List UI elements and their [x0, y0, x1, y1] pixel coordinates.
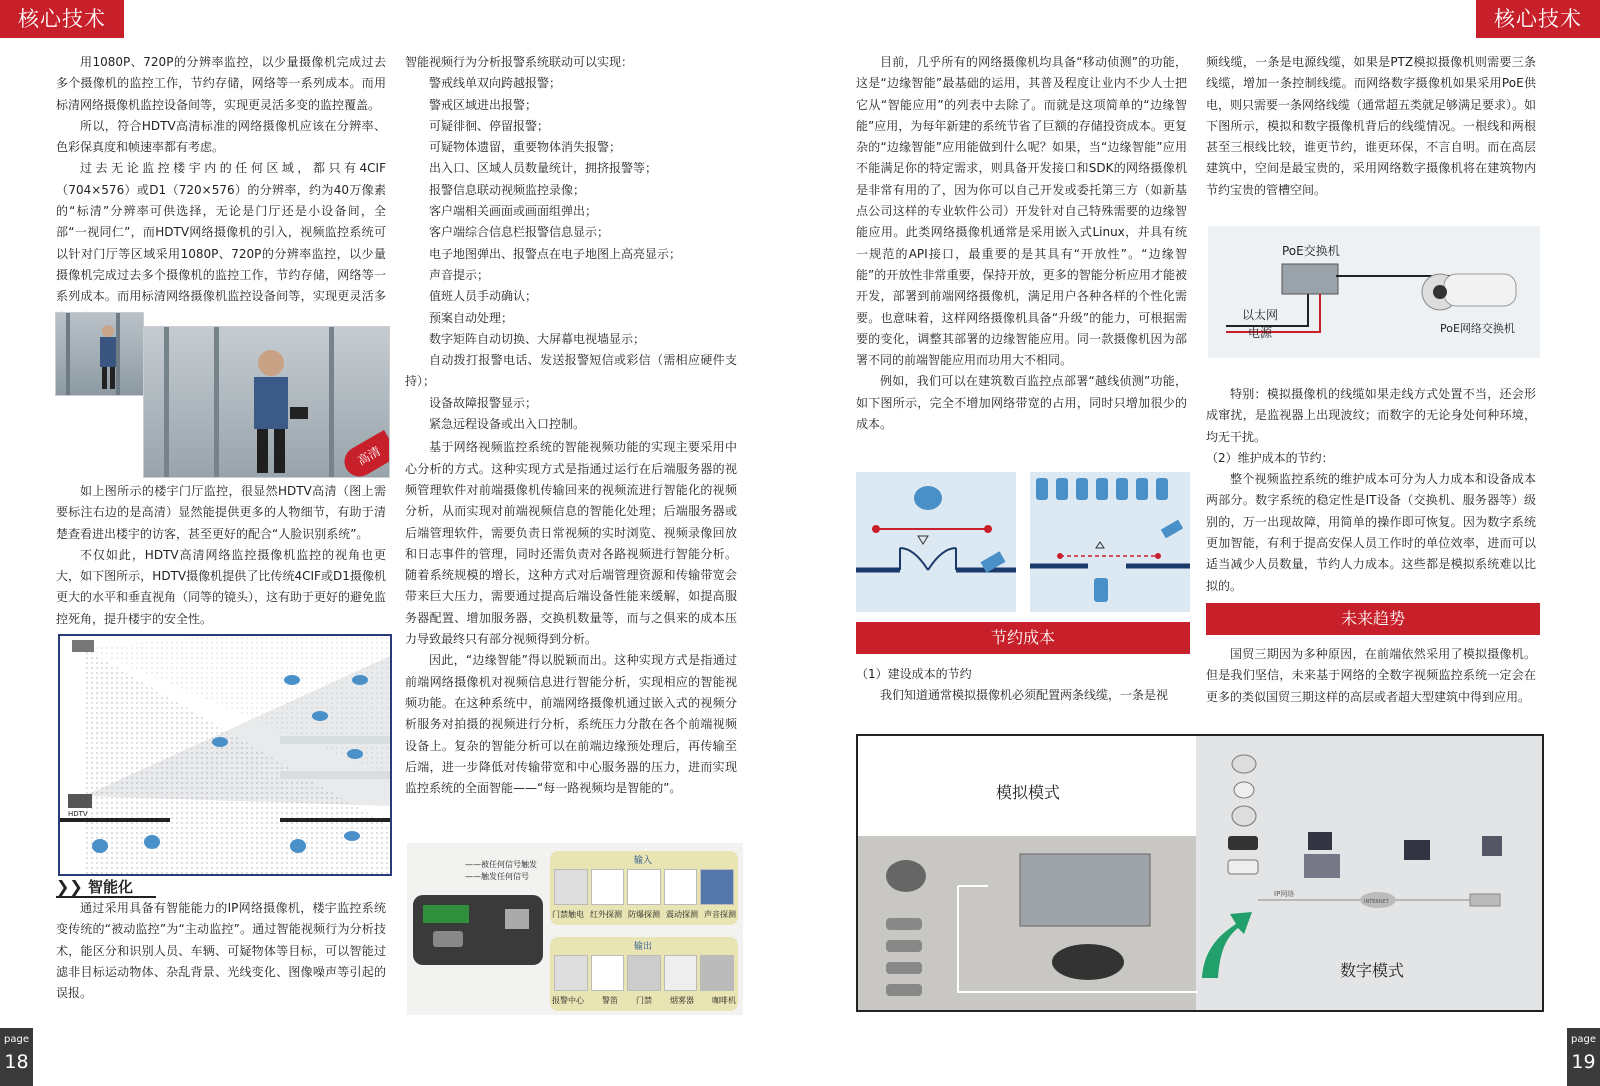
hd-badge: 高清	[339, 430, 390, 478]
section-title: 智能化	[88, 878, 134, 896]
paragraph: 如上图所示的楼宇门厅监控，很显然HDTV高清（图上需要标注右边的是高清）显然能提供更多的人物细节，有助于清楚查看进出楼宇的访客，甚至更好的配合“人脸识别系统”。	[56, 484, 386, 541]
workstation-icon	[1304, 854, 1340, 878]
section-bar-cost-saving: 节约成本	[856, 622, 1190, 654]
column-4-top	[1206, 52, 1536, 201]
person-figure-icon	[56, 313, 143, 395]
vibration-detector-device	[664, 869, 698, 905]
mode-diagram-graphic	[858, 736, 1542, 1010]
input-label: 防爆探测	[628, 910, 660, 919]
line-crossing-diagram-door	[856, 472, 1016, 612]
analog-mode-label: 模拟模式	[996, 783, 1061, 802]
ip-network-label: IP网络	[1274, 890, 1295, 898]
camera-coverage-graphic	[60, 636, 390, 874]
alarm-center-device	[554, 955, 588, 991]
page-number-left	[0, 1028, 33, 1086]
infrared-detector-device	[591, 869, 625, 905]
output-title: 输出	[634, 942, 653, 952]
output-label: 警笛	[602, 996, 618, 1005]
column-4-bottom	[1206, 644, 1536, 708]
subheading: （1）建设成本的节约	[856, 667, 972, 681]
list-item: 紧急远程设备或出入口控制。	[429, 417, 586, 432]
box-camera-icon	[886, 918, 922, 930]
terminal-block	[423, 905, 469, 923]
column-1-mid	[56, 481, 386, 630]
list-item: 警戒区域进出报警；	[429, 97, 538, 112]
list-item: 自动拨打报警电话、发送报警短信或彩信（需相应硬件支持）；	[405, 353, 737, 389]
ip-camera-icon	[1228, 860, 1258, 874]
list-item: 值班人员手动确认；	[429, 289, 538, 304]
list-item: 警戒线单双向跨越报警；	[429, 76, 562, 91]
workstation-icon	[1308, 832, 1332, 850]
column-3-top	[856, 52, 1187, 435]
poe-switch-label: PoE交换机	[1282, 244, 1340, 258]
input-label: 门禁触电	[552, 910, 584, 919]
list-item: 声音提示；	[429, 267, 490, 282]
paragraph: 用1080P、720P的分辨率监控，以少量摄像机完成过去多个摄像机的监控工作，节约存储，网络等一系列成本。而用标清网络摄像机监控设备间等，实现更灵活多变的监控覆盖。	[56, 55, 386, 112]
input-label: 震动探测	[666, 910, 698, 919]
page-word: page	[1571, 1034, 1596, 1045]
paragraph: 国贸三期因为多种原因，在前端依然采用了模拟摄像机。但是我们坚信，未来基于网络的全数字视频监控系统一定会在更多的类似国贸三期这样的高层或者超大型建筑中得到应用。	[1206, 647, 1536, 704]
legend-item: ——触发任何信号	[465, 872, 529, 881]
list-item: 出入口、区域人员数量统计，拥挤报警等；	[429, 161, 658, 176]
section-bar-future-trend: 未来趋势	[1206, 603, 1540, 635]
smoke-device	[664, 955, 698, 991]
paragraph: 频线缆，一条是电源线缆，如果是PTZ模拟摄像机则需要三条线缆，增加一条控制线缆。而网络数字摄像机如果采用PoE供电，则只需要一条网络线缆（通常超五类就足够满足要求）。如下图所示，模拟和数字摄像机背后的线缆情况。一根线和两根甚至三根线比较，谁更节约，谁更环保，不言自明。而在高层建筑中，空间是最宝贵的，采用网络数字摄像机将在建筑物内节约宝贵的管槽空间。	[1206, 55, 1537, 197]
legend-item: ——被任何信号触发	[465, 860, 537, 869]
paragraph: 例如，我们可以在建筑数百监控点部署“越线侦测”功能，如下图所示，完全不增加网络带宽的占用，同时只增加很少的成本。	[856, 374, 1187, 432]
camera-icon	[1161, 520, 1183, 539]
ethernet-port	[505, 909, 529, 929]
paragraph: 我们知道通常模拟摄像机必须配置两条线缆，一条是视	[880, 688, 1169, 703]
paragraph: 所以，符合HDTV高清标准的网络摄像机应该在分辨率、色彩保真度和帧速率都有考虑。	[56, 118, 386, 155]
power-label: 电源	[1248, 326, 1273, 340]
double-chevron-icon: ❯❯	[56, 877, 83, 896]
internet-label: INTERNET	[1364, 899, 1389, 905]
box-camera-icon	[886, 962, 922, 974]
output-label: 门禁	[636, 996, 652, 1005]
camera-back-panel	[413, 895, 543, 965]
paragraph: 特别：模拟摄像机的线缆如果走线方式处置不当，还会形成窜扰，是监视器上出现波纹；而数字的无论身处何种环境，均无干扰。	[1206, 387, 1536, 444]
paragraph: 过去无论监控楼宇内的任何区域，都只有4CIF（704×576）或D1（720×576）的分辨率，约为40万像素的“标清”分辨率可供选择，无论是门厅还是小设备间，全部“一视同仁”，而HDTV网络摄像机的引入，视频监控系统可以针对门厅等区域采用1080P、720P的分辨率监控，以少量摄像机完成过去多个摄像机的监控工作，节约存储，网络等一系列成本。而用标清网络摄像机监控设备间等，实现更灵活多	[56, 161, 386, 304]
box-camera-icon	[886, 940, 922, 952]
alarm-linkage-list	[405, 73, 737, 435]
list-item: 客户端综合信息栏报警信息显示；	[429, 225, 610, 240]
video-wall-icon	[1482, 836, 1502, 856]
input-panel	[550, 851, 738, 925]
monitor-icon	[1404, 840, 1430, 860]
input-labels	[552, 909, 736, 920]
io-alarm-diagram	[407, 843, 743, 1015]
lobby-photo-hd	[143, 326, 390, 478]
list-item: 设备故障报警显示；	[429, 395, 538, 410]
ip-camera-icon	[1228, 836, 1258, 850]
input-label: 红外探测	[590, 910, 622, 919]
line-crossing-diagram-parking	[1030, 472, 1190, 612]
arrow-icon	[1202, 912, 1252, 978]
list-item: 预案自动处理；	[429, 310, 514, 325]
input-label: 声音探测	[704, 910, 736, 919]
section-heading-intelligence	[56, 876, 133, 897]
poe-switch-icon	[1282, 264, 1338, 294]
column-1-bottom	[56, 898, 386, 1004]
page-number-right	[1567, 1028, 1600, 1086]
matrix-rack-icon	[1020, 854, 1150, 926]
dome-camera-icon	[1234, 782, 1254, 798]
column-3-bottom	[856, 664, 1187, 707]
poe-wiring-diagram	[1208, 226, 1540, 358]
person-icon	[914, 486, 942, 510]
right-section-tag: 核心技术	[1476, 0, 1600, 38]
poe-camera-label: PoE网络交换机	[1440, 322, 1515, 335]
list-item: 电子地图弹出、报警点在电子地图上高亮显示；	[429, 246, 682, 261]
dome-camera-icon	[1232, 755, 1256, 773]
siren-device	[591, 955, 625, 991]
analog-digital-mode-diagram	[856, 734, 1544, 1012]
page-word: page	[4, 1034, 29, 1045]
paragraph: 因此，“边缘智能”得以脱颖而出。这种实现方式是指通过前端网络摄像机对视频信息进行智能分析，实现相应的智能视频功能。在这种系统中，前端网络摄像机通过嵌入式的视频分析服务对拍摄的视频进行分析，系统压力分散在各个前端视频设备上。复杂的智能分析可以在前端边缘预处理后，再传输至后端，进一步降低对传输带宽和中心服务器的压力，进而实现监控系统的全面智能——“每一路视频均是智能的”。	[405, 653, 737, 796]
digital-mode-label: 数字模式	[1340, 961, 1405, 980]
paragraph: 基于网络视频监控系统的智能视频功能的实现主要采用中心分析的方式。这种实现方式是指通过运行在后端服务器的视频管理软件对前端摄像机传输回来的视频流进行智能化的视频分析，从而实现对前端视频信息的智能化处理；后端服务器或后端管理软件，需要负责日常视频的实时浏览、视频录像回放和日志事件的管理，同时还需负责对各路视频进行智能分析。随着系统规模的增长，这种方式对后端管理资源和传输带宽会带来巨大压力，需要通过提高后端设备性能来缓解，如提高服务器配置、增加服务器，交换机数量等，而与之俱来的成本压力导致最终只有部分视频得到分析。	[405, 440, 737, 647]
output-labels	[552, 995, 736, 1006]
column-2	[405, 52, 737, 799]
ethernet-label: 以太网	[1242, 308, 1279, 322]
list-intro: 智能视频行为分析报警系统联动可以实现：	[405, 55, 634, 69]
explosion-detector-device	[627, 869, 661, 905]
output-label: 烟雾器	[670, 996, 694, 1005]
coffee-machine-device	[700, 955, 734, 991]
access-contact-device	[554, 869, 588, 905]
lobby-photo-sd	[55, 312, 144, 396]
paragraph: 不仅如此，HDTV高清网络监控摄像机监控的视角也更大，如下图所示，HDTV摄像机提供了比传统4CIF或D1摄像机更大的水平和垂直视角（同等的镜头），这有助于更好的避免监控死角，提升楼宇的安全性。	[56, 547, 387, 626]
list-item: 数字矩阵自动切换、大屏幕电视墙显示；	[429, 331, 646, 346]
list-item: 可疑徘徊、停留报警；	[429, 118, 550, 133]
output-devices	[554, 955, 734, 991]
box-camera-icon	[886, 984, 922, 996]
dvr-device-icon	[1052, 944, 1124, 980]
car-icon	[1094, 578, 1108, 602]
column-4-mid	[1206, 384, 1536, 597]
left-section-tag: 核心技术	[0, 0, 124, 38]
sound-detector-device	[700, 869, 734, 905]
paragraph: 通过采用具备有智能能力的IP网络摄像机，楼宇监控系统变传统的“被动监控”为“主动监控”。通过智能视频行为分析技术，能区分和识别人员、车辆、可疑物体等目标，可以智能过滤非目标运动物体、杂乱背景、光线变化、图像噪声等引起的误报。	[56, 901, 386, 1001]
paragraph: 整个视频监控系统的维护成本可分为人力成本和设备成本两部分。数字系统的稳定性是IT设备（交换机、服务器等）级别的，万一出现故障，用简单的操作即可恢复。因为数字系统更加智能，有利于提高安保人员工作时的单位效率，进而可以适当减少人员数量，节约人力成本。这些都是模拟系统难以比拟的。	[1206, 472, 1536, 593]
list-item: 可疑物体遗留，重要物体消失报警；	[429, 140, 622, 155]
output-panel	[550, 937, 738, 1011]
dome-camera-icon	[886, 860, 926, 892]
page-num: 19	[1571, 1051, 1596, 1073]
subheading: （2）维护成本的节约：	[1206, 450, 1334, 465]
paragraph: 目前，几乎所有的网络摄像机均具备“移动侦测”的功能，这是“边缘智能”最基础的运用，其普及程度让业内不少人士把它从“智能应用”的列表中去除了。而就是这项简单的“边缘智能”应用，为每年新建的系统节省了巨额的存储投资成本。更复杂的“边缘智能”应用能做到什么呢？如果，当“边缘智能”应用不能满足你的特定需求，则具备开发接口和SDK的网络摄像机是非常有用的了，因为你可以自己开发或委托第三方（如新基点公司这样的专业软件公司）开发针对自己特殊需要的边缘智能应用。此类网络摄像机通常是采用嵌入式Linux，并具有统一规范的API接口，最重要的是其具有“开放性”。“边缘智能”的开放性非常重要，保持开放，更多的智能分析应用才能被开发，部署到前端网络摄像机，满足用户各种各样的个性化需要。也意味着，这样网络摄像机具备“升级”的能力，可根据需要的变化，调整其部署的边缘智能应用。同一款摄像机因为部署不同的前端智能应用而功用大不相同。	[856, 55, 1187, 368]
dome-camera-icon	[1232, 806, 1256, 826]
nvr-device-icon	[1470, 894, 1500, 906]
list-item: 客户端相关画面或画面组弹出；	[429, 204, 598, 219]
list-item: 报警信息联动视频监控录像；	[429, 182, 586, 197]
door-access-device	[627, 955, 661, 991]
input-devices	[554, 869, 734, 905]
hdtv-camera-label: HDTV	[68, 810, 88, 818]
page-num: 18	[4, 1051, 29, 1073]
parking-crossing-graphic	[1030, 472, 1190, 612]
column-1-top	[56, 52, 386, 329]
output-label: 报警中心	[552, 996, 584, 1005]
output-label: 咖啡机	[712, 996, 736, 1005]
serial-port	[433, 931, 463, 947]
door-crossing-graphic	[856, 472, 1016, 612]
input-title: 输入	[634, 856, 653, 866]
viewing-angle-diagram	[58, 634, 392, 876]
